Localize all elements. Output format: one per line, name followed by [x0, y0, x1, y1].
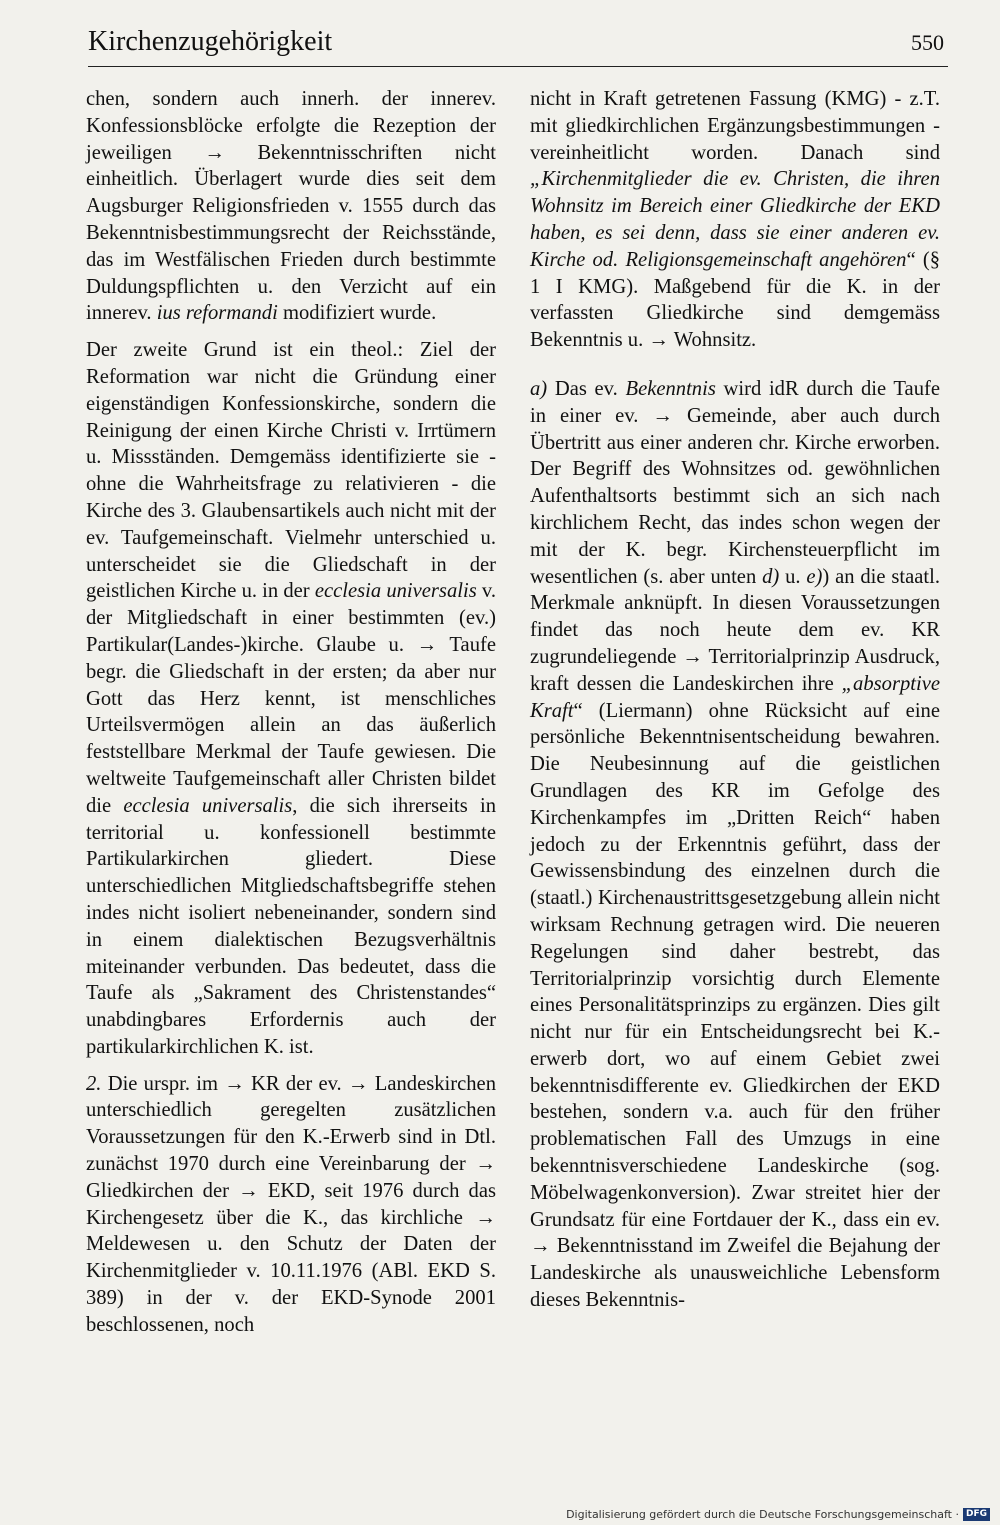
paragraph — [530, 376, 940, 1314]
text-run: Die urspr. im → KR der ev. → Landeskirchen unterschiedlich geregelten zusätzlichen Voraussetzungen für den K.-Erwerb sind in Dtl. zunächst 1970 durch eine Vereinbarung der → Gliedkirchen der → EKD, seit 1976 durch das Kirchengesetz über die K., das kirchliche → Meldewesen u. den Schutz der Daten der Kirchenmitglieder v. 10.11.1976 (ABl. EKD S. 389) in der v. der EKD-Synode 2001 beschlossenen, noch — [86, 1072, 496, 1336]
dfg-logo: DFG — [963, 1508, 990, 1521]
page-number: 550 — [911, 30, 944, 55]
paragraph — [86, 86, 496, 327]
text-run: modifiziert wurde. — [277, 302, 437, 325]
right-column — [530, 86, 940, 1324]
text-run: “ (Liermann) ohne Rücksicht auf eine persönliche Bekenntnisentscheidung bewahren. Die Neubesinnung auf die geistlichen Grundlagen des KR im Gefolge des Kirchenkampfes im „Dritten Reich“ haben jedoch zu der Erkenntnis geführt, dass der Gewissensbindung des einzelnen durch die (staatl.) Kirchenaustrittsgesetzgebung allein nicht wirksam Rechnung getragen wird. Die neueren Regelungen sind daher bestrebt, das Territorialprinzip vorsichtig durch Elemente eines Personalitätsprinzips zu ergänzen. Dies gilt nicht nur für ein Entscheidungsrecht bei K.-erwerb dort, wo auf einem Gebiet zwei bekenntnisdifferente ev. Gliedkirchen der EKD bestehen, sondern v.a. auch für den früher problematischen Fall des Umzugs in eine bekenntnisverschiedene Landeskirche (sog. Möbelwagenkonversion). Zwar streitet hier der Grundsatz für eine Fortdauer der K., dass ein ev. → Bekenntnisstand im Zweifel die Bejahung der Landeskirche als unausweichliche Lebensform dieses Bekenntnis- — [530, 699, 940, 1312]
paragraph — [530, 86, 940, 354]
italic-text: d) — [762, 565, 780, 588]
paragraph — [86, 1071, 496, 1339]
text-run: , die sich ihrerseits in territorial u. konfessionell bestimmte Partikularkirchen gliedert. Diese unterschiedlichen Mitgliedschaftsbegriffe stehen indes nicht isoliert nebeneinander, sondern sind in einem dialektischen Bezugsverhältnis miteinander verbunden. Das bedeutet, dass die Taufe als „Sakrament des Christenstandes“ unabdingbares Erfordernis auch der partikularkirchlichen K. ist. — [86, 794, 496, 1058]
italic-text: ecclesia universalis — [123, 794, 293, 817]
italic-text: Bekenntnis — [625, 377, 716, 400]
text-run: Das ev. — [547, 377, 626, 400]
italic-text: e) — [806, 565, 823, 588]
text-run: v. der Mitgliedschaft in einer bestimmten (ev.) Partikular(Landes-)kirche. Glaube u. → Taufe begr. die Gliedschaft in der ersten; da aber nur Gott das Herz kennt, ist menschliches Urteilsvermögen allein an das äußerlich feststellbare Merkmal der Taufe gewiesen. Die weltweite Taufgemeinschaft aller Christen bildet die — [86, 580, 496, 817]
running-title: Kirchenzugehörigkeit — [88, 26, 333, 57]
italic-text: 2. — [86, 1072, 102, 1095]
paragraph — [86, 337, 496, 1061]
italic-text: ius reformandi — [156, 302, 278, 325]
italic-text: „Kirchenmitglieder die ev. Christen, die ihren Wohnsitz im Bereich einer Gliedkirche der EKD haben, es sei denn, dass sie einer anderen ev. Kirche od. Religionsgemeinschaft angehören — [530, 168, 940, 271]
text-run: Der zweite Grund ist ein theol.: Ziel der Reformation war nicht die Gründung einer eigenständigen Konfessionskirche, sondern die Reinigung der einen Kirche Christi v. Irrtümern u. Missständen. Demgemäss identifizierte sie - ohne die Wahrheitsfrage zu relativieren - die Kirche des 3. Glaubensartikels auch nicht mit der ev. Taufgemeinschaft. Vielmehr unterschied u. unterscheidet sie die Gliedschaft in der geistlichen Kirche u. in der — [86, 339, 496, 603]
page-header — [88, 26, 948, 67]
text-run: wird idR durch die Taufe in einer ev. → Gemeinde, aber auch durch Übertritt aus einer anderen chr. Kirche erworben. Der Begriff des Wohnsitzes od. gewöhnlichen Aufenthaltsorts bestimmt sich an sich nach kirchlichem Recht, das indes schon wegen der mit der K. begr. Kirchensteuerpflicht im wesentlichen (s. aber unten — [530, 377, 940, 588]
footer — [566, 1508, 990, 1521]
italic-text: „absorptive Kraft — [530, 672, 940, 722]
text-run: “ (§ 1 I KMG). Maßgebend für die K. in der verfassten Gliedkirche sind demgemäss Bekenntnis u. → Wohnsitz. — [530, 248, 940, 352]
italic-text: a) — [530, 377, 548, 400]
text-run: u. — [779, 565, 807, 588]
text-run: chen, sondern auch innerh. der innerev. Konfessionsblöcke erfolgte die Rezeption der jeweiligen → Bekenntnisschriften nicht einheitlich. Überlagert wurde dies seit dem Augsburger Religionsfrieden v. 1555 durch das Bekenntnisbestimmungsrecht der Reichsstände, das im Westfälischen Frieden durch bestimmte Duldungspflichten u. den Verzicht auf ein innerev. — [86, 88, 496, 325]
footer-credit: Digitalisierung gefördert durch die Deutsche Forschungsgemeinschaft · — [566, 1508, 959, 1521]
left-column — [86, 86, 496, 1349]
italic-text: ecclesia universalis — [314, 580, 477, 603]
text-run: ) an die staatl. Merkmale anknüpft. In diesen Voraussetzungen findet das noch heute dem ev. KR zugrundeliegende → Territorialprinzip Ausdruck, kraft dessen die Landeskirchen ihre — [530, 565, 940, 695]
text-run: nicht in Kraft getretenen Fassung (KMG) - z.T. mit gliedkirchlichen Ergänzungsbestimmungen - vereinheitlicht worden. Danach sind — [530, 88, 940, 164]
